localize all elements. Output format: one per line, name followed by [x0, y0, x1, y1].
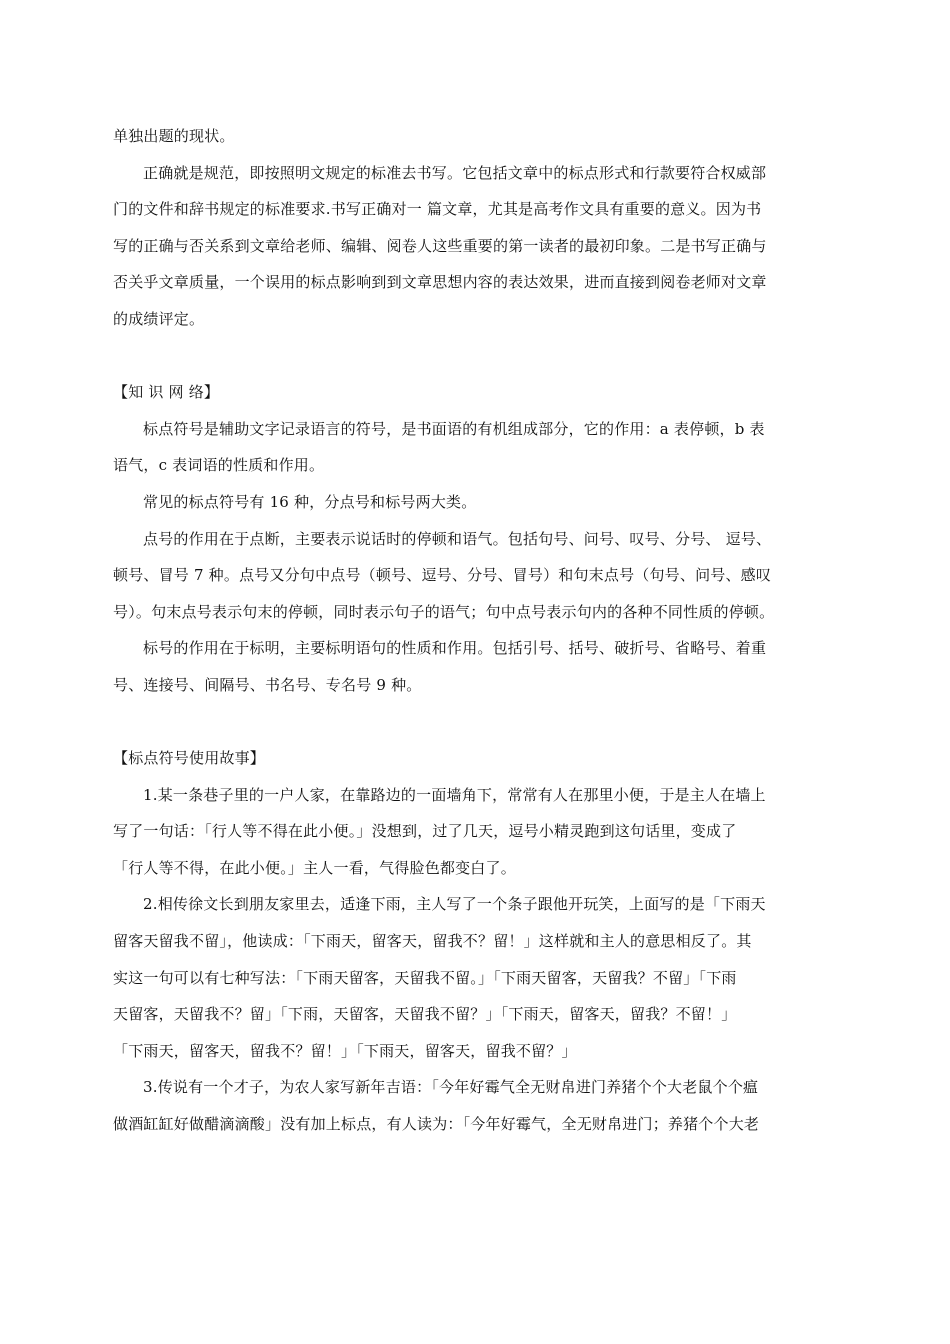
text-line: 「行人等不得，在此小便。」主人一看，气得脸色都变白了。 [113, 858, 516, 877]
text-line: 的成绩评定。 [113, 309, 205, 328]
text-line: 标号的作用在于标明，主要标明语句的性质和作用。包括引号、括号、破折号、省略号、着重 [143, 639, 767, 658]
text-line: 号、连接号、间隔号、书名号、专名号 9 种。 [113, 675, 422, 694]
story-3 [113, 1069, 839, 1142]
text-line: 写的正确与否关系到文章给老师、编辑、阅卷人这些重要的第一读者的最初印象。二是书写正确与 [113, 236, 767, 255]
text-line: 语气，c 表词语的性质和作用。 [113, 456, 325, 475]
text-line: 留客天留我不留」，他读成：「下雨天，留客天，留我不？留！」这样就和主人的意思相反了。其 [113, 932, 752, 951]
story-2 [113, 886, 839, 1069]
text-line: 标点符号是辅助文字记录语言的符号，是书面语的有机组成部分，它的作用：a 表停顿，b 表 [143, 419, 765, 438]
text-line: 门的文件和辞书规定的标准要求.书写正确对一 篇文章，尤其是高考作文具有重要的意义。因为书 [113, 200, 762, 219]
text-line: 号）。句末点号表示句末的停顿，同时表示句子的语气；句中点号表示句内的各种不同性质的停顿。 [113, 602, 775, 621]
text-line: 天留客，天留我不？留」「下雨，天留客，天留我不留？」「下雨天，留客天，留我？不留！」 [113, 1005, 737, 1024]
text-line: 2.相传徐文长到朋友家里去，适逢下雨，主人写了一个条子跟他开玩笑，上面写的是「下雨天 [143, 895, 766, 914]
knowledge-paragraph-4 [113, 630, 839, 703]
intro-paragraph [113, 155, 839, 338]
text-line: 做酒缸缸好做醋滴滴酸」没有加上标点，有人读为：「今年好霉气，全无财帛进门；养猪个个大老 [113, 1115, 760, 1134]
section-gap [113, 338, 839, 375]
text-line: 「下雨天，留客天，留我不？留！」「下雨天，留客天，留我不留？」 [113, 1041, 577, 1060]
knowledge-paragraph-1 [113, 411, 839, 484]
text-line: 1.某一条巷子里的一户人家，在靠路边的一面墙角下，常常有人在那里小便，于是主人在墙上 [143, 785, 766, 804]
text-line: 实这一句可以有七种写法：「下雨天留客，天留我不留。」「下雨天留客，天留我？不留」「下雨 [113, 968, 737, 987]
text-line: 点号的作用在于点断，主要表示说话时的停顿和语气。包括句号、问号、叹号、分号、 逗号、 [143, 529, 772, 548]
text-line: 否关乎文章质量，一个误用的标点影响到到文章思想内容的表达效果，进而直接到阅卷老师对文章 [113, 273, 767, 292]
text-line: 3.传说有一个才子，为农人家写新年吉语：「今年好霉气全无财帛进门养猪个个大老鼠个个瘟 [143, 1078, 759, 1097]
story-1 [113, 777, 839, 887]
text-line: 正确就是规范，即按照明文规定的标准去书写。它包括文章中的标点形式和行款要符合权威部 [143, 163, 767, 182]
knowledge-paragraph-3 [113, 521, 839, 631]
intro-line: 单独出题的现状。 [113, 127, 235, 145]
knowledge-paragraph-2: 常见的标点符号有 16 种，分点号和标号两大类。 [143, 492, 477, 511]
section-gap [113, 704, 839, 741]
document-page [113, 118, 839, 1143]
knowledge-heading: 【知 识 网 络】 [113, 383, 220, 402]
text-line: 顿号、冒号 7 种。点号又分句中点号（顿号、逗号、分号、冒号）和句末点号（句号、问号、感叹 [113, 566, 772, 585]
stories-heading: 【标点符号使用故事】 [113, 749, 266, 768]
text-line: 写了一句话：「行人等不得在此小便。」没想到，过了几天，逗号小精灵跑到这句话里，变成了 [113, 822, 737, 841]
